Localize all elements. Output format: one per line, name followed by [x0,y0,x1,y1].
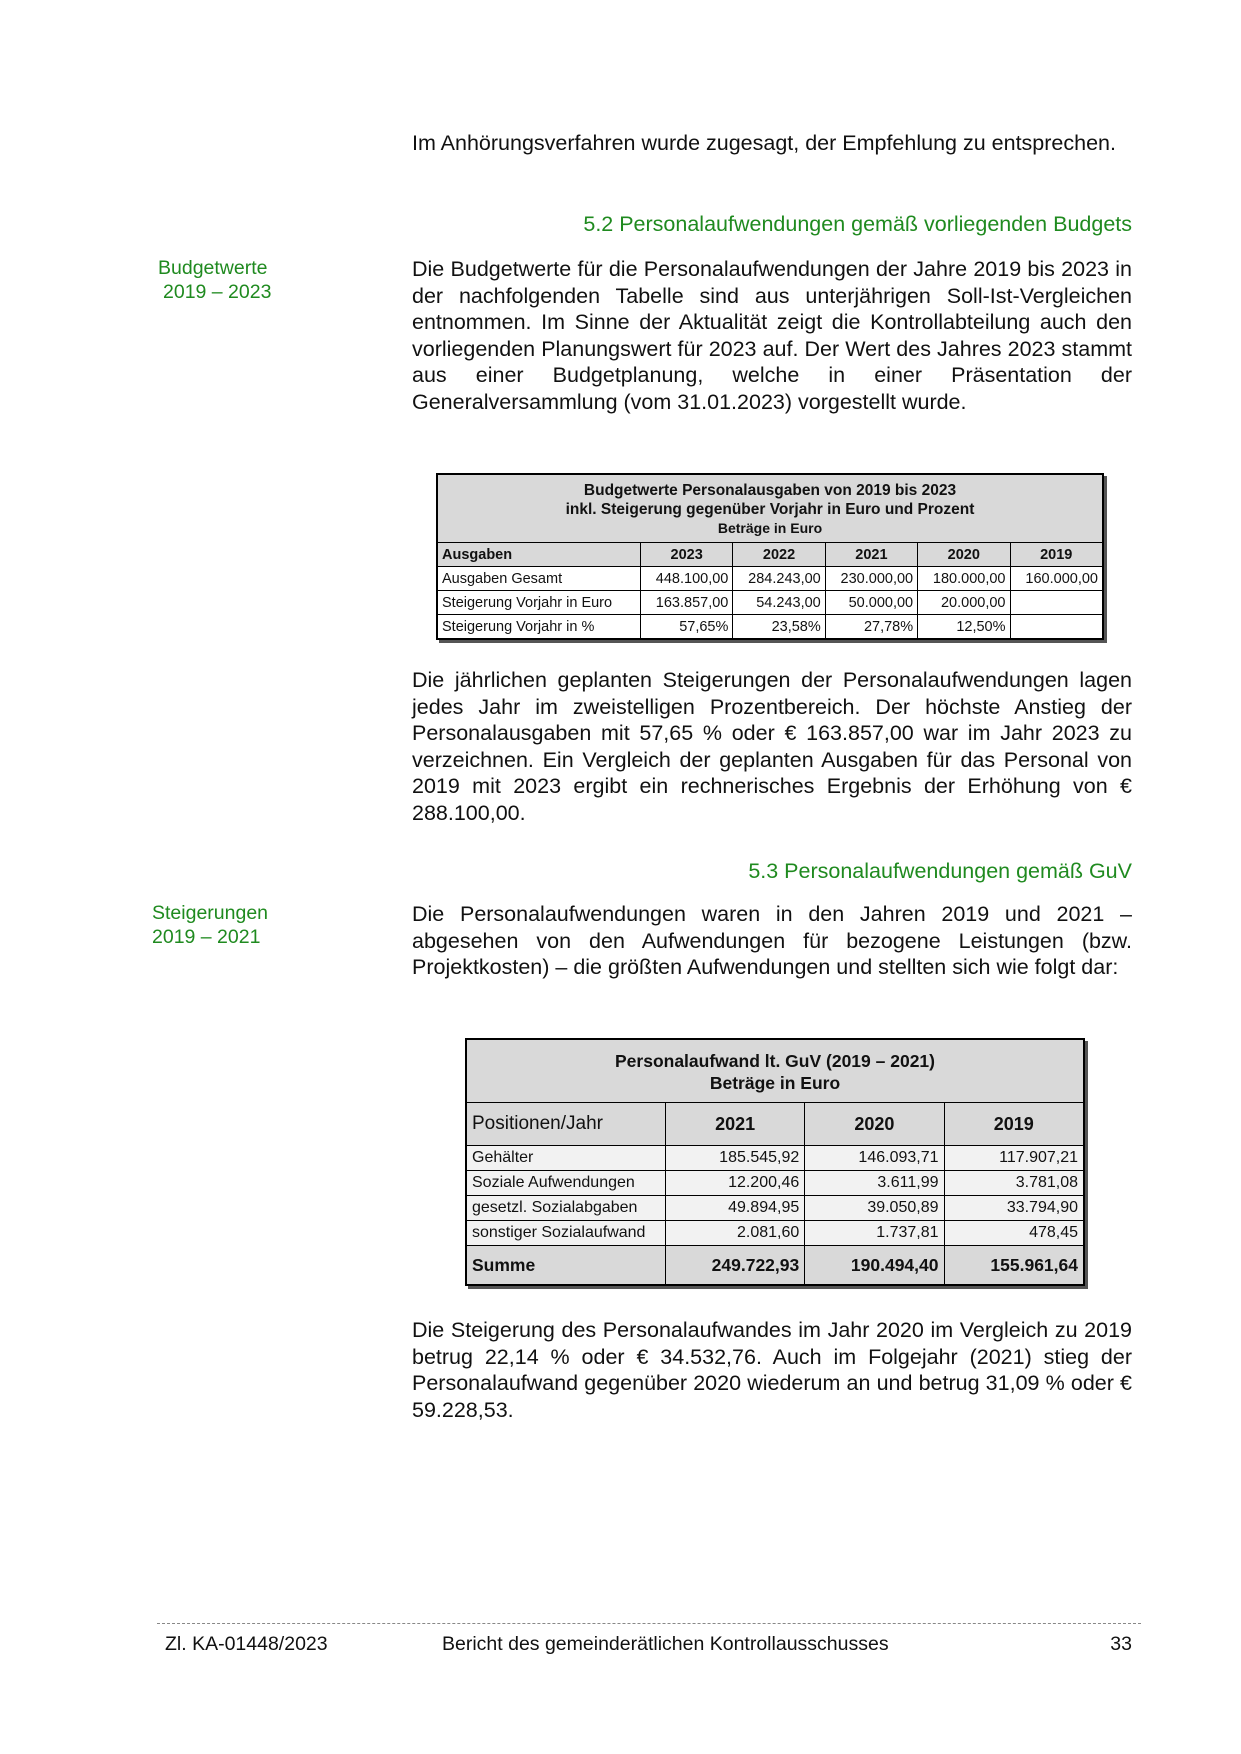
sum-value: 249.722,93 [666,1246,805,1286]
table-row [437,615,1103,640]
section-heading-5-2: 5.2 Personalaufwendungen gemäß vorliegenden Budgets [583,212,1132,236]
sum-value: 155.961,64 [944,1246,1084,1286]
row-label: sonstiger Sozialaufwand [466,1221,666,1246]
cell-value: 448.100,00 [641,567,733,591]
column-header: Positionen/Jahr [466,1103,666,1146]
cell-value: 185.545,92 [666,1146,805,1171]
cell-value [1010,615,1103,640]
cell-value: 3.611,99 [805,1171,944,1196]
footer-reference: Zl. KA-01448/2023 [165,1633,328,1655]
cell-value: 1.737,81 [805,1221,944,1246]
cell-value: 230.000,00 [825,567,917,591]
column-header: 2020 [805,1103,944,1146]
column-header: 2021 [825,543,917,567]
column-header: 2020 [918,543,1010,567]
row-label: Gehälter [466,1146,666,1171]
column-header: Ausgaben [437,543,641,567]
sum-value: 190.494,40 [805,1246,944,1286]
table-row [466,1146,1084,1171]
cell-value: 12.200,46 [666,1171,805,1196]
column-header: 2019 [944,1103,1084,1146]
guv-paragraph: Die Personalaufwendungen waren in den Jahren 2019 und 2021 – abgesehen von den Aufwendungen für bezogene Leistungen (bzw. Projektkosten) – die größten Aufwendungen und stellten sich wie folgt dar: [412,902,1132,979]
column-header: 2019 [1010,543,1103,567]
cell-value: 50.000,00 [825,591,917,615]
row-label: Steigerung Vorjahr in % [437,615,641,640]
column-header: 2023 [641,543,733,567]
section-heading-5-3: 5.3 Personalaufwendungen gemäß GuV [748,859,1132,883]
cell-value: 20.000,00 [918,591,1010,615]
budget-table-header-row [437,543,1103,567]
row-label: Soziale Aufwendungen [466,1171,666,1196]
column-header: 2021 [666,1103,805,1146]
cell-value: 160.000,00 [1010,567,1103,591]
cell-value [1010,591,1103,615]
cell-value: 12,50% [918,615,1010,640]
row-label: gesetzl. Sozialabgaben [466,1196,666,1221]
budget-table-subtitle: Beträge in Euro [717,520,823,536]
cell-value: 33.794,90 [944,1196,1084,1221]
cell-value: 3.781,08 [944,1171,1084,1196]
cell-value: 23,58% [733,615,825,640]
cell-value: 180.000,00 [918,567,1010,591]
sum-label: Summe [466,1246,666,1286]
table-row [466,1221,1084,1246]
budget-table [436,473,1104,640]
footer-divider [157,1623,1141,1624]
budget-table-title [437,474,1103,543]
cell-value: 163.857,00 [641,591,733,615]
table-row [466,1171,1084,1196]
guv-table-title-line: Beträge in Euro [709,1073,841,1093]
cell-value: 117.907,21 [944,1146,1084,1171]
cell-value: 49.894,95 [666,1196,805,1221]
table-row [466,1196,1084,1221]
column-header: 2022 [733,543,825,567]
table-row [437,591,1103,615]
sum-row [466,1246,1084,1286]
budget-analysis-paragraph: Die jährlichen geplanten Steigerungen der Personalaufwendungen lagen jedes Jahr im zweistelligen Prozentbereich. Der höchste Anstieg der Personalausgaben mit 57,65 % oder € 163.857,00 war im Jahr 2023 zu verzeichnen. Ein Vergleich der geplanten Ausgaben für das Personal von 2019 mit 2023 ergibt ein rechnerisches Ergebnis der Erhöhung von € 288.100,00. [412,668,1132,825]
margin-note-steigerungen [152,901,268,949]
footer-title: Bericht des gemeinderätlichen Kontrollausschusses [442,1633,889,1655]
row-label: Ausgaben Gesamt [437,567,641,591]
cell-value: 54.243,00 [733,591,825,615]
budget-table-title-line: inkl. Steigerung gegenüber Vorjahr in Euro und Prozent [565,501,975,518]
guv-table [465,1038,1085,1286]
page-number: 33 [1110,1633,1132,1655]
cell-value: 57,65% [641,615,733,640]
margin-note-budgetwerte [158,256,271,304]
guv-table-title [466,1039,1084,1103]
margin-note-line: 2019 – 2021 [152,926,261,948]
budget-table-title-line: Budgetwerte Personalausgaben von 2019 bis 2023 [583,482,957,499]
cell-value: 284.243,00 [733,567,825,591]
intro-paragraph: Im Anhörungsverfahren wurde zugesagt, der Empfehlung zu entsprechen. [412,131,1116,155]
guv-analysis-paragraph: Die Steigerung des Personalaufwandes im Jahr 2020 im Vergleich zu 2019 betrug 22,14 % oder € 34.532,76. Auch im Folgejahr (2021) stieg der Personalaufwand gegenüber 2020 wiederum an und betrug 31,09 % oder € 59.228,53. [412,1318,1132,1422]
cell-value: 478,45 [944,1221,1084,1246]
budget-paragraph: Die Budgetwerte für die Personalaufwendungen der Jahre 2019 bis 2023 in der nachfolgenden Tabelle sind aus unterjährigen Soll-Ist-Vergleichen entnommen. Im Sinne der Aktualität zeigt die Kontrollabteilung auch den vorliegenden Planungswert für 2023 auf. Der Wert des Jahres 2023 stammt aus einer Budgetplanung, welche in einer Präsentation der Generalversammlung (vom 31.01.2023) vorgestellt wurde. [412,257,1132,414]
cell-value: 27,78% [825,615,917,640]
cell-value: 39.050,89 [805,1196,944,1221]
margin-note-line: Steigerungen [152,902,269,924]
cell-value: 146.093,71 [805,1146,944,1171]
table-row [437,567,1103,591]
guv-table-header-row [466,1103,1084,1146]
cell-value: 2.081,60 [666,1221,805,1246]
guv-table-title-line: Personalaufwand lt. GuV (2019 – 2021) [615,1051,935,1071]
margin-note-line: 2019 – 2023 [163,281,272,303]
row-label: Steigerung Vorjahr in Euro [437,591,641,615]
margin-note-line: Budgetwerte [158,257,268,279]
